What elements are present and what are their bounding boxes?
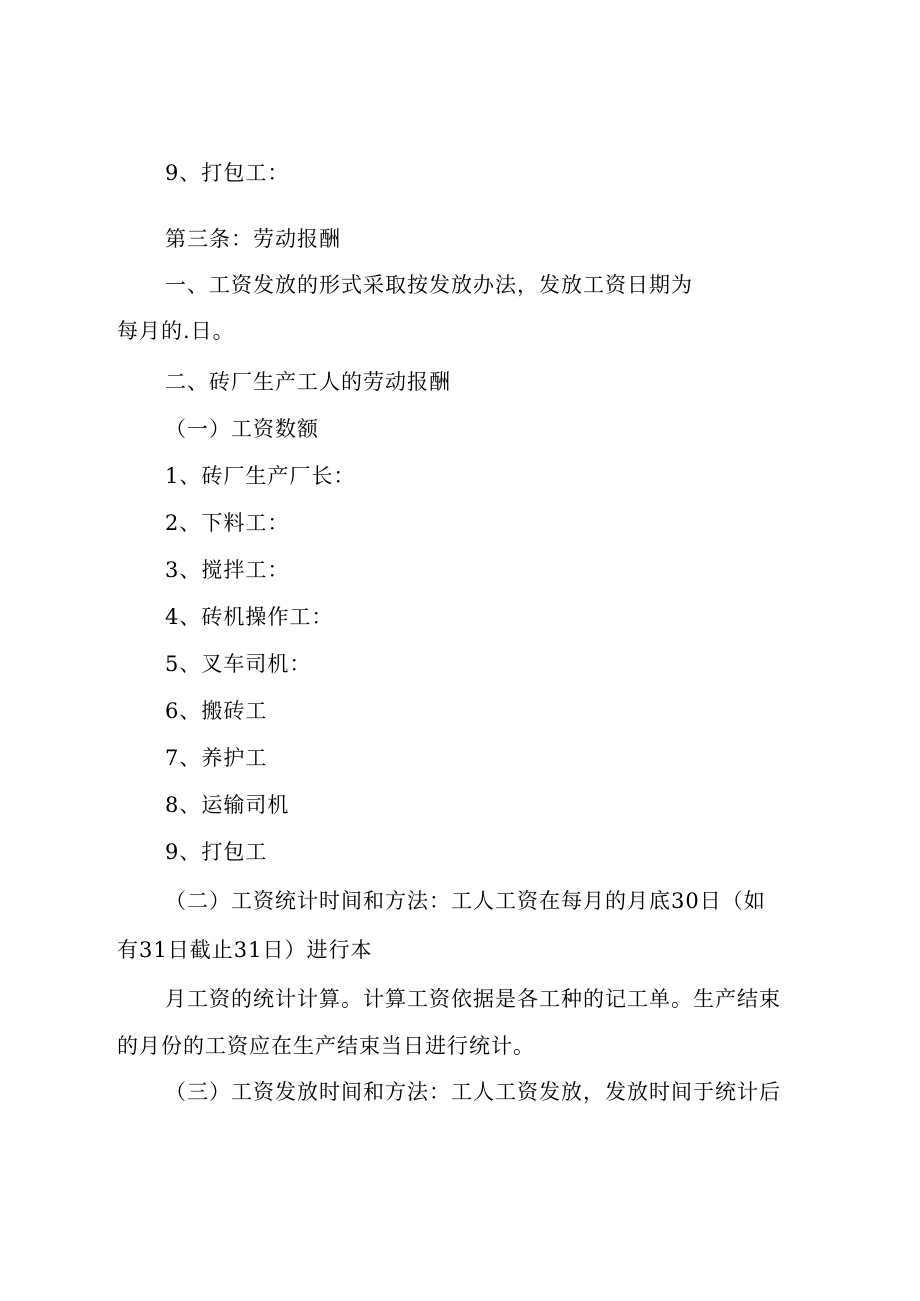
subsection-2-line-3: 月工资的统计计算。计算工资依据是各工种的记工单。生产结束 bbox=[165, 987, 781, 1011]
subsection-3-line-1: （三）工资发放时间和方法：工人工资发放，发放时间于统计后 bbox=[165, 1080, 781, 1104]
item-7: 7、养护工 bbox=[165, 746, 268, 770]
item-2: 2、下料工： bbox=[165, 511, 290, 535]
subsection-2-line-2: 有31日截止31日）进行本 bbox=[117, 938, 373, 962]
section-2-heading: 二、砖厂生产工人的劳动报酬 bbox=[165, 370, 451, 394]
subsection-2-line-4: 的月份的工资应在生产结束当日进行统计。 bbox=[117, 1034, 535, 1058]
item-6: 6、搬砖工 bbox=[165, 699, 268, 723]
item-1: 1、砖厂生产厂长： bbox=[165, 464, 356, 488]
subsection-1-heading: （一）工资数额 bbox=[165, 417, 319, 441]
item-8: 8、运输司机 bbox=[165, 793, 290, 817]
item-9-packer-1: 9、打包工： bbox=[165, 161, 290, 185]
paragraph-1-line-1: 一、工资发放的形式采取按发放办法，发放工资日期为 bbox=[165, 273, 693, 297]
paragraph-1-line-2: 每月的.日。 bbox=[117, 319, 235, 343]
subsection-2-line-1: （二）工资统计时间和方法：工人工资在每月的月底30日（如 bbox=[165, 889, 766, 913]
item-9: 9、打包工 bbox=[165, 840, 268, 864]
article-3-heading: 第三条：劳动报酬 bbox=[165, 227, 341, 251]
item-4: 4、砖机操作工： bbox=[165, 605, 334, 629]
item-3: 3、搅拌工： bbox=[165, 558, 290, 582]
item-5: 5、叉车司机： bbox=[165, 652, 312, 676]
